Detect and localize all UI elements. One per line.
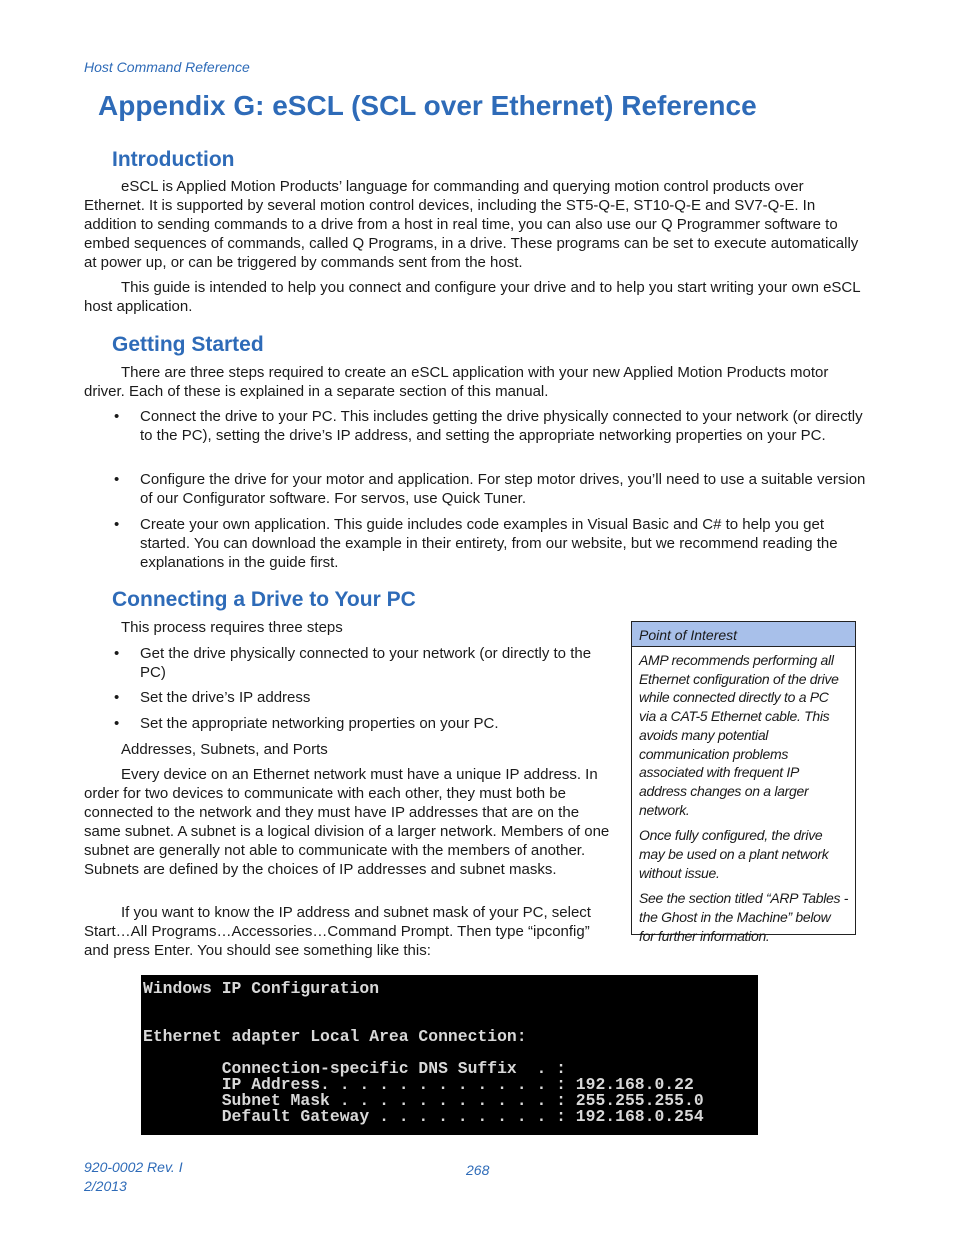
console-line: Ethernet adapter Local Area Connection: (143, 1027, 527, 1046)
point-of-interest-body (632, 647, 855, 946)
list-item (114, 516, 866, 573)
console-line: Subnet Mask . . . . . . . . . . . : 255.255.255.0 (143, 1091, 704, 1110)
console-line: Default Gateway . . . . . . . . . : 192.168.0.254 (143, 1107, 704, 1126)
list-item (114, 645, 614, 683)
footer-date: 2/2013 (84, 1178, 127, 1194)
list-item-text: Configure the drive for your motor and application. For step motor drives, you’ll need to use a suitable version of our Configurator software. For servos, use Quick Tuner. (140, 471, 866, 507)
point-of-interest-box (631, 621, 856, 944)
list-item-text: Create your own application. This guide includes code examples in Visual Basic and C# to help you get started. You can download the example in their entirety, from our website, but we recommend reading the explanations in the guide first. (140, 516, 838, 571)
list-item-text: Get the drive physically connected to your network (or directly to the PC) (140, 645, 592, 681)
list-item (114, 471, 866, 509)
intro-paragraph-1: eSCL is Applied Motion Products’ language for commanding and querying motion control products over Ethernet. It is supported by several motion control devices, including the ST5-Q-E, ST10-Q-E and SV7-Q-E. In addition to sending commands to a drive from a host in real time, you can also use our Q Programmer software to embed sequences of commands, called Q Programs, in a drive. These programs can be set to execute automatically at power up, or can be triggered by commands sent from the host. (84, 178, 859, 271)
console-line: Connection-specific DNS Suffix . : (143, 1059, 566, 1078)
list-item-text: Connect the drive to your PC. This includes getting the drive physically connected to your network (or directly to the PC), setting the drive’s IP address, and setting the appropriate networking properties on your PC. (140, 408, 863, 444)
footer-doc-number: 920-0002 Rev. I (84, 1159, 183, 1175)
connecting-intro: This process requires three steps (121, 619, 343, 636)
poi-paragraph: Once fully configured, the drive may be used on a plant network without issue. (639, 827, 829, 881)
list-item-text: Set the appropriate networking properties on your PC. (140, 715, 499, 732)
list-item (114, 408, 866, 446)
console-line (143, 997, 758, 1013)
poi-paragraph: See the section titled “ARP Tables - the Ghost in the Machine” below for further information. (639, 890, 849, 944)
connecting-paragraph-1: Every device on an Ethernet network must have a unique IP address. In order for two devices to communicate with each other, they must both be connected to the network and they must have IP addresses that are on the same subnet. A subnet is a logical division of a larger network. Members of one subnet are generally not able to communicate with the members of another. Subnets are defined by the choices of IP addresses and subnet masks. (84, 766, 610, 878)
bullet-glyph: • (114, 645, 120, 662)
ipconfig-console-screenshot (141, 975, 758, 1135)
section-heading-getting-started: Getting Started (112, 333, 264, 356)
bullet-glyph: • (114, 516, 120, 533)
section-heading-introduction: Introduction (112, 148, 235, 171)
point-of-interest-title: Point of Interest (632, 622, 855, 647)
bullet-glyph: • (114, 471, 120, 488)
intro-paragraph-2: This guide is intended to help you connect and configure your drive and to help you start writing your own eSCL host application. (84, 279, 861, 315)
console-line: Windows IP Configuration (143, 979, 380, 998)
subheading-addresses: Addresses, Subnets, and Ports (121, 741, 328, 758)
list-item-text: Set the drive’s IP address (140, 689, 311, 706)
bullet-glyph: • (114, 715, 120, 732)
page-title: Appendix G: eSCL (SCL over Ethernet) Reference (98, 90, 757, 121)
bullet-glyph: • (114, 408, 120, 425)
poi-paragraph: AMP recommends performing all Ethernet configuration of the drive while connected directly to a PC via a CAT-5 Ethernet cable. This avoids many potential communication problems associated with frequent IP address changes on a larger network. (639, 652, 839, 818)
console-line: IP Address. . . . . . . . . . . . : 192.168.0.22 (143, 1075, 694, 1094)
list-item (114, 715, 614, 734)
page-number: 268 (466, 1162, 490, 1178)
connecting-paragraph-2: If you want to know the IP address and subnet mask of your PC, select Start…All Programs…Accessories…Command Prompt. Then type “ipconfig” and press Enter. You should see something like this: (84, 904, 591, 959)
getting-started-paragraph: There are three steps required to create an eSCL application with your new Applied Motion Products motor driver. Each of these is explained in a separate section of this manual. (84, 364, 829, 400)
bullet-glyph: • (114, 689, 120, 706)
footer-doc-info (84, 1158, 183, 1196)
section-heading-connecting: Connecting a Drive to Your PC (112, 588, 416, 611)
running-header: Host Command Reference (84, 59, 250, 75)
list-item (114, 689, 614, 708)
